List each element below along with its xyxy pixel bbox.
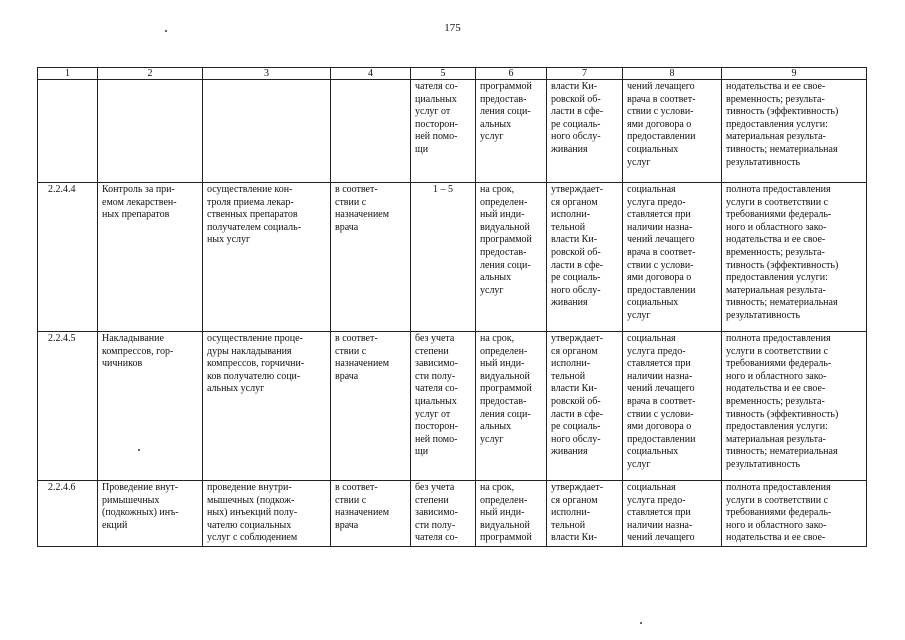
- service-name: Накладывание компрессов, гор- чичников: [98, 332, 203, 481]
- service-rate: утверждает- ся органом исполни- тельной власти Ки- ровской об- ласти в сфе- ре социаль- ного обслу- живания: [547, 183, 623, 332]
- column-number: 8: [623, 68, 722, 80]
- column-number: 1: [38, 68, 98, 80]
- service-conditions: социальная услуга предо- ставляется при наличии назна- чений лечащего: [623, 481, 722, 547]
- service-quality-indicators: полнота предоставления услуги в соответствии с требованиями федераль- ного и областного зако- нодательства и ее свое- временность; результа- тивность (эффективность) предоставления услуги: материальная результа- тивность; нематериальная результативность: [722, 332, 867, 481]
- scan-speck: [165, 30, 167, 32]
- page-number: 175: [444, 22, 461, 34]
- service-frequency: 1 – 5: [411, 183, 476, 332]
- service-name: Проведение внут- римышечных (подкожных) инъ- екций: [98, 481, 203, 547]
- scan-speck: [640, 622, 642, 624]
- column-number: 2: [98, 68, 203, 80]
- service-volume: в соответ- ствии с назначением врача: [331, 332, 411, 481]
- column-number-row: [38, 68, 867, 80]
- service-conditions: социальная услуга предо- ставляется при наличии назна- чений лечащего врача в соответ- ствии с услови- ями договора о предоставлении социальных услуг: [623, 332, 722, 481]
- column-number: 9: [722, 68, 867, 80]
- table-row: [38, 80, 867, 183]
- column-number: 6: [476, 68, 547, 80]
- service-code: 2.2.4.6: [38, 481, 98, 547]
- service-description: осуществление кон- троля приема лекар- ственных препаратов получателем социаль- ных услуг: [203, 183, 331, 332]
- service-rate: утверждает- ся органом исполни- тельной власти Ки- ровской об- ласти в сфе- ре социаль- ного обслу- живания: [547, 332, 623, 481]
- service-frequency: без учета степени зависимо- сти полу- чателя со- циальных услуг от посторон- ней помо- щи: [411, 332, 476, 481]
- service-code: [38, 80, 98, 183]
- column-number: 7: [547, 68, 623, 80]
- service-term: программой предостав- ления соци- альных услуг: [476, 80, 547, 183]
- table-row: [38, 183, 867, 332]
- service-code: 2.2.4.5: [38, 332, 98, 481]
- service-volume: в соответ- ствии с назначением врача: [331, 481, 411, 547]
- service-rate: утверждает- ся органом исполни- тельной власти Ки-: [547, 481, 623, 547]
- table-row: [38, 481, 867, 547]
- service-rate: власти Ки- ровской об- ласти в сфе- ре социаль- ного обслу- живания: [547, 80, 623, 183]
- service-quality-indicators: нодательства и ее свое- временность; результа- тивность (эффективность) предоставления услуги: материальная результа- тивность; нематериальная результативность: [722, 80, 867, 183]
- column-number: 5: [411, 68, 476, 80]
- service-conditions: чений лечащего врача в соответ- ствии с услови- ями договора о предоставлении социальных услуг: [623, 80, 722, 183]
- service-term: на срок, определен- ный инди- видуальной программой предостав- ления соци- альных услуг: [476, 183, 547, 332]
- service-description: проведение внутри- мышечных (подкож- ных) инъекций полу- чателю социальных услуг с соблюдением: [203, 481, 331, 547]
- service-quality-indicators: полнота предоставления услуги в соответствии с требованиями федераль- ного и областного зако- нодательства и ее свое-: [722, 481, 867, 547]
- service-name: [98, 80, 203, 183]
- service-conditions: социальная услуга предо- ставляется при наличии назна- чений лечащего врача в соответ- ствии с услови- ями договора о предоставлении социальных услуг: [623, 183, 722, 332]
- column-number: 4: [331, 68, 411, 80]
- services-table: [37, 67, 867, 547]
- service-frequency: чателя со- циальных услуг от посторон- ней помо- щи: [411, 80, 476, 183]
- service-volume: в соответ- ствии с назначением врача: [331, 183, 411, 332]
- service-description: осуществление проце- дуры накладывания компрессов, горчични- ков получателю соци- альных услуг: [203, 332, 331, 481]
- service-frequency: без учета степени зависимо- сти полу- чателя со-: [411, 481, 476, 547]
- service-description: [203, 80, 331, 183]
- column-number: 3: [203, 68, 331, 80]
- service-volume: [331, 80, 411, 183]
- service-code: 2.2.4.4: [38, 183, 98, 332]
- service-term: на срок, определен- ный инди- видуальной программой предостав- ления соци- альных услуг: [476, 332, 547, 481]
- service-name: Контроль за при- емом лекарствен- ных препаратов: [98, 183, 203, 332]
- service-quality-indicators: полнота предоставления услуги в соответствии с требованиями федераль- ного и областного зако- нодательства и ее свое- временность; результа- тивность (эффективность) предоставления услуги: материальная результа- тивность; нематериальная результативность: [722, 183, 867, 332]
- table-row: [38, 332, 867, 481]
- service-term: на срок, определен- ный инди- видуальной программой: [476, 481, 547, 547]
